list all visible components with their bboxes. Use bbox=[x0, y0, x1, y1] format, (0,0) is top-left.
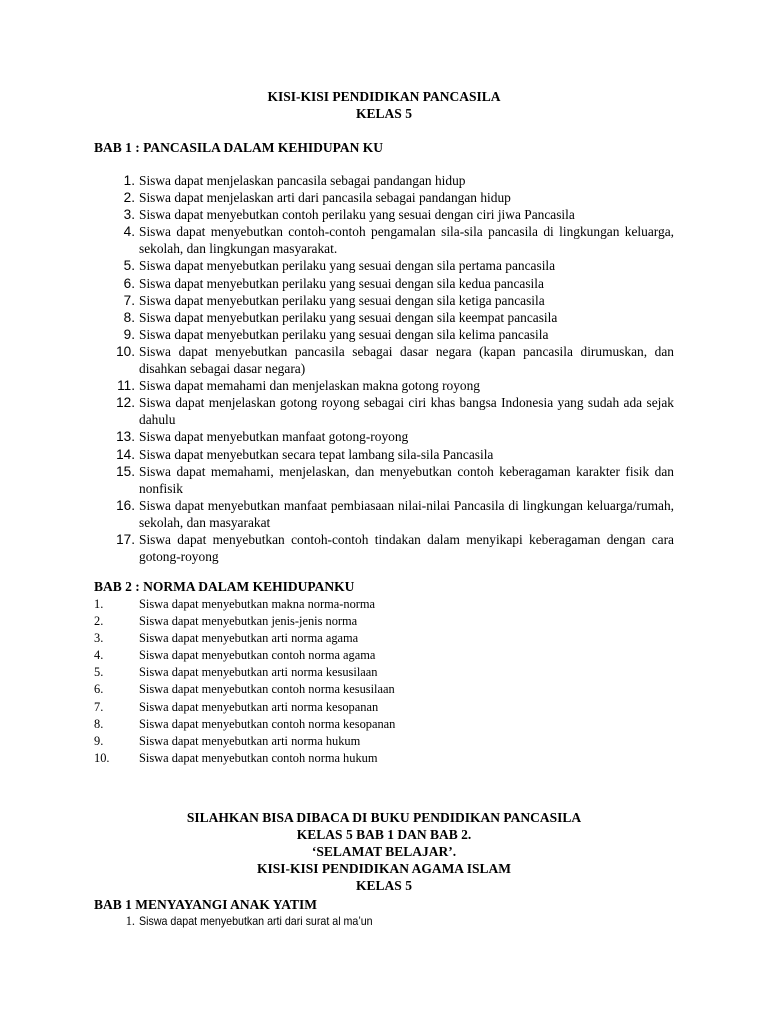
list-item-text: Siswa dapat menyebutkan perilaku yang sesuai dengan sila kedua pancasila bbox=[139, 275, 544, 291]
list-item-text: Siswa dapat memahami, menjelaskan, dan menyebutkan contoh keberagaman karakter fisik dan nonfisik bbox=[139, 463, 674, 496]
list-item-number: 6. bbox=[94, 682, 104, 697]
list-item bbox=[94, 681, 674, 698]
document-title: KISI-KISI PENDIDIKAN PANCASILA bbox=[267, 89, 501, 104]
list-item-number: 7. bbox=[94, 699, 104, 714]
list-item-text: Siswa dapat menyebutkan contoh norma hukum bbox=[139, 750, 378, 765]
list-item bbox=[94, 613, 674, 630]
bab1-heading: BAB 1 : PANCASILA DALAM KEHIDUPAN KU bbox=[94, 140, 384, 155]
list-item-text: Siswa dapat menyebutkan perilaku yang sesuai dengan sila kelima pancasila bbox=[139, 326, 549, 342]
islam-class: KELAS 5 bbox=[356, 878, 412, 893]
list-item-text: Siswa dapat menyebutkan jenis-jenis norma bbox=[139, 614, 358, 629]
islam-bab1-heading: BAB 1 MENYAYANGI ANAK YATIM bbox=[94, 897, 318, 912]
list-item bbox=[94, 750, 674, 767]
list-item-number: 2. bbox=[94, 614, 104, 629]
list-item-number: 15. bbox=[116, 463, 135, 479]
list-item-number: 16. bbox=[116, 497, 135, 513]
list-item-number: 5. bbox=[123, 258, 135, 274]
list-item-text: Siswa dapat menjelaskan gotong royong sebagai ciri khas bangsa Indonesia yang sudah ada sejak dahulu bbox=[139, 395, 674, 428]
islam-title: KISI-KISI PENDIDIKAN AGAMA ISLAM bbox=[257, 861, 511, 876]
list-item-text: Siswa dapat menyebutkan perilaku yang sesuai dengan sila pertama pancasila bbox=[139, 258, 556, 274]
list-item bbox=[94, 223, 674, 257]
list-item-number: 1. bbox=[125, 914, 135, 928]
list-item-number: 2. bbox=[123, 190, 135, 206]
list-item bbox=[94, 463, 674, 497]
document-title-block bbox=[0, 88, 768, 122]
list-item-number: 1. bbox=[123, 173, 135, 188]
bab2-list bbox=[94, 596, 674, 767]
list-item-text: Siswa dapat menjelaskan pancasila sebagai pandangan hidup bbox=[139, 173, 466, 188]
list-item-text: Siswa dapat menyebutkan contoh norma agama bbox=[139, 648, 376, 663]
list-item-number: 10. bbox=[116, 343, 135, 359]
list-item bbox=[94, 664, 674, 681]
list-item-number: 8. bbox=[123, 309, 135, 325]
list-item-text: Siswa dapat menyebutkan arti norma kesusilaan bbox=[139, 665, 378, 680]
list-item-text: Siswa dapat menyebutkan contoh norma kesusilaan bbox=[139, 682, 395, 697]
list-item bbox=[94, 497, 674, 531]
list-item bbox=[94, 189, 674, 206]
list-item-text: Siswa dapat menyebutkan arti norma hukum bbox=[139, 733, 361, 748]
list-item bbox=[94, 630, 674, 647]
list-item-text: Siswa dapat menjelaskan arti dari pancasila sebagai pandangan hidup bbox=[139, 190, 511, 206]
list-item-number: 4. bbox=[94, 648, 104, 663]
list-item bbox=[94, 326, 674, 343]
closing-block bbox=[0, 809, 768, 894]
list-item-number: 1. bbox=[94, 597, 104, 611]
list-item bbox=[94, 733, 674, 750]
list-item bbox=[94, 343, 674, 377]
list-item-number: 9. bbox=[94, 733, 104, 748]
list-item-number: 3. bbox=[123, 207, 135, 223]
list-item-text: Siswa dapat menyebutkan contoh-contoh pengamalan sila-sila pancasila di lingkungan keluarga, sekolah, dan lingkungan masyarakat. bbox=[139, 224, 674, 257]
list-item-text: Siswa dapat memahami dan menjelaskan makna gotong royong bbox=[139, 378, 481, 394]
list-item bbox=[94, 913, 674, 930]
list-item-number: 8. bbox=[94, 716, 104, 731]
list-item-number: 17. bbox=[116, 531, 135, 547]
closing-line-1: SILAHKAN BISA DIBACA DI BUKU PENDIDIKAN PANCASILA bbox=[186, 810, 582, 825]
list-item-number: 3. bbox=[94, 631, 104, 646]
list-item-text: Siswa dapat menyebutkan contoh perilaku yang sesuai dengan ciri jiwa Pancasila bbox=[139, 207, 575, 223]
closing-line-2: KELAS 5 BAB 1 DAN BAB 2. bbox=[296, 827, 472, 842]
list-item-text: Siswa dapat menyebutkan arti norma kesopanan bbox=[139, 699, 379, 714]
list-item bbox=[94, 716, 674, 733]
list-item-number: 12. bbox=[116, 395, 135, 411]
list-item-text: Siswa dapat menyebutkan manfaat pembiasaan nilai-nilai Pancasila di lingkungan keluarga/rumah, sekolah, dan masyarakat bbox=[139, 497, 674, 530]
list-item bbox=[94, 292, 674, 309]
closing-line-3: ‘SELAMAT BELAJAR’. bbox=[311, 844, 457, 859]
bab1-list bbox=[94, 172, 674, 565]
list-item bbox=[94, 596, 674, 613]
list-item bbox=[94, 257, 674, 274]
islam-bab1-list bbox=[94, 913, 674, 930]
bab2-heading: BAB 2 : NORMA DALAM KEHIDUPANKU bbox=[94, 579, 355, 594]
list-item bbox=[94, 206, 674, 223]
list-item bbox=[94, 275, 674, 292]
list-item-number: 11. bbox=[117, 378, 135, 394]
list-item bbox=[94, 309, 674, 326]
document-class: KELAS 5 bbox=[356, 106, 412, 121]
list-item-text: Siswa dapat menyebutkan contoh-contoh tindakan dalam menyikapi keberagaman dengan cara gotong-royong bbox=[139, 531, 674, 565]
list-item bbox=[94, 699, 674, 716]
list-item-text: Siswa dapat menyebutkan perilaku yang sesuai dengan sila keempat pancasila bbox=[139, 309, 558, 325]
list-item-text: Siswa dapat menyebutkan arti norma agama bbox=[139, 631, 359, 646]
list-item-number: 7. bbox=[123, 292, 135, 308]
list-item-text: Siswa dapat menyebutkan contoh norma kesopanan bbox=[139, 716, 396, 731]
list-item-text: Siswa dapat menyebutkan manfaat gotong-royong bbox=[139, 429, 409, 445]
list-item bbox=[94, 647, 674, 664]
list-item-number: 6. bbox=[123, 275, 135, 291]
list-item bbox=[94, 446, 674, 463]
list-item-number: 4. bbox=[123, 224, 135, 240]
list-item bbox=[94, 428, 674, 445]
list-item-number: 14. bbox=[116, 446, 135, 462]
list-item-number: 10. bbox=[94, 750, 110, 765]
list-item bbox=[94, 172, 674, 189]
list-item-text: Siswa dapat menyebutkan pancasila sebagai dasar negara (kapan pancasila dirumuskan, dan disahkan sebagai dasar negara) bbox=[139, 343, 674, 377]
list-item-text: Siswa dapat menyebutkan perilaku yang sesuai dengan sila ketiga pancasila bbox=[139, 292, 545, 308]
list-item-number: 9. bbox=[123, 326, 135, 342]
list-item-text: Siswa dapat menyebutkan makna norma-norma bbox=[139, 597, 376, 611]
list-item-text: Siswa dapat menyebutkan secara tepat lambang sila-sila Pancasila bbox=[139, 446, 494, 462]
list-item-number: 5. bbox=[94, 665, 104, 680]
list-item bbox=[94, 531, 674, 565]
list-item-number: 13. bbox=[116, 429, 135, 445]
list-item-text: Siswa dapat menyebutkan arti dari surat al ma’un bbox=[139, 915, 373, 928]
list-item bbox=[94, 394, 674, 428]
list-item bbox=[94, 377, 674, 394]
